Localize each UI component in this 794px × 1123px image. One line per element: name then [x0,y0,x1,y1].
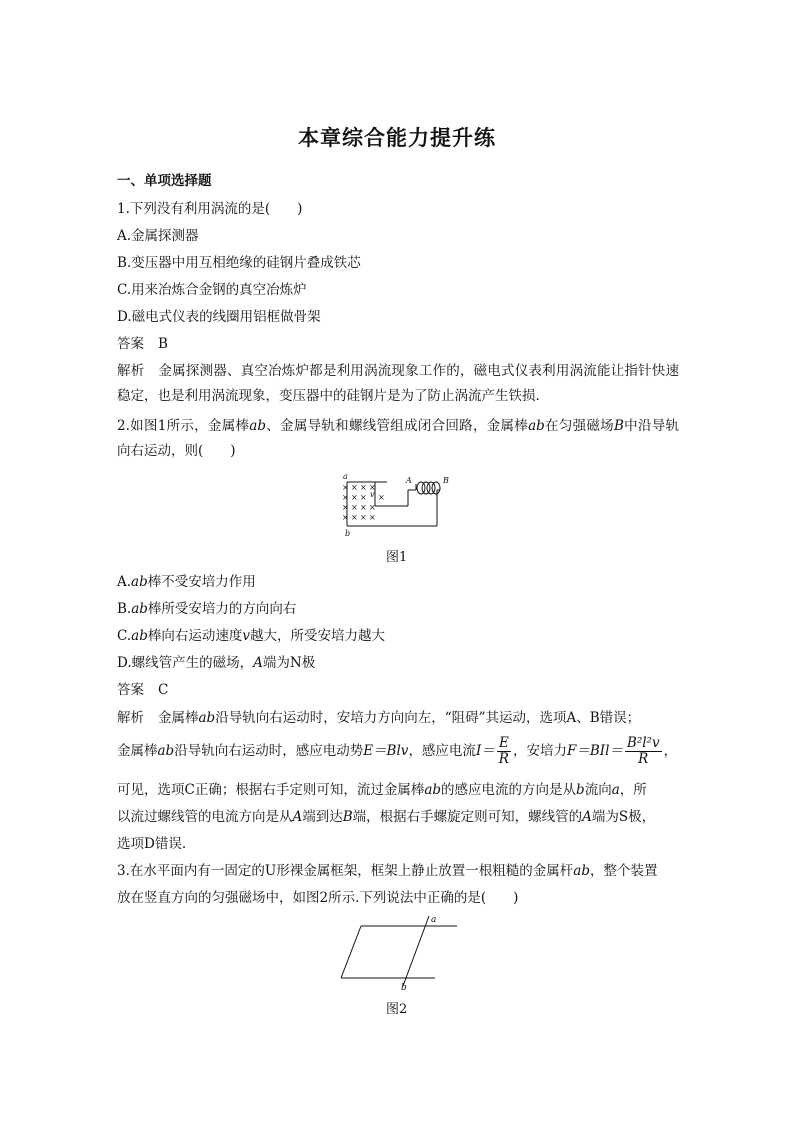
q1-option-a: A.金属探测器 [117,228,199,244]
svg-text:×: × [351,493,358,502]
answer-value: B [158,336,168,352]
label-A: A [406,476,412,485]
analysis-label: 解析 [117,363,145,379]
q2-analysis-line2: 金属棒ab沿导轨向右运动时，感应电动势E＝Blv，感应电流I＝ $\frac{E}{R}$ ，安培力F＝BIl＝ $\frac{\text{B²l²v}}{R}$ ， [117,735,678,767]
frame-left-side [341,926,361,978]
answer-label: 答案 [117,336,144,352]
q3-stem-line2: 放在竖直方向的匀强磁场中，如图2所示.下列说法中正确的是( ) [117,890,519,906]
svg-text:×: × [378,493,385,502]
q3-stem-line1: 3.在水平面内有一固定的U形裸金属框架，框架上静止放置一根粗糙的金属杆ab，整个装置 [117,863,658,879]
label-a: a [343,472,348,481]
svg-text:×: × [360,503,367,512]
q2-option-d: D.螺线管产生的磁场，A端为N极 [117,655,316,671]
figure-2-caption: 图2 [386,1002,408,1017]
figure-1-caption: 图1 [386,550,408,565]
q2-stem: 2.如图1所示，金属棒ab、金属导轨和螺线管组成闭合回路，金属棒ab在匀强磁场B中沿导轨向右运动，则( ) [117,418,680,459]
figure-1-circuit [330,470,460,540]
svg-text:×: × [351,513,358,522]
svg-text:×: × [351,483,358,492]
svg-text:×: × [360,513,367,522]
q2-analysis-line3: 可见，选项C正确；根据右手定则可知，流过金属棒ab的感应电流的方向是从b流向a，所 [117,782,647,798]
q1-option-c: C.用来冶炼合金钢的真空冶炼炉 [117,282,307,298]
magnetic-field-crosses [342,483,385,522]
q2-analysis-line5: 选项D错误. [117,836,187,852]
page-title: 本章综合能力提升练 [298,125,496,150]
q1-option-d: D.磁电式仪表的线圈用铝框做骨架 [117,309,321,325]
svg-text:×: × [369,483,376,492]
svg-text:×: × [360,493,367,502]
fraction-E-over-R: $\frac{E}{R}$ [498,735,509,767]
q1-stem: 1.下列没有利用涡流的是( ) [117,201,303,217]
section-heading: 一、单项选择题 [117,173,212,189]
q2-analysis-line1: 解析 金属棒ab沿导轨向右运动时，安培力方向向左，“阻碍”其运动，选项A、B错误； [117,710,641,726]
svg-text:×: × [360,483,367,492]
label-v: v [370,490,375,499]
q1-option-b: B.变压器中用互相绝缘的硅钢片叠成铁芯 [117,255,361,271]
analysis-text: 金属探测器、真空冶炼炉都是利用涡流现象工作的，磁电式仪表利用涡流能让指针快速稳定，也是利用涡流现象，变压器中的硅钢片是为了防止涡流产生铁损. [117,363,680,404]
fig2-label-b: b [401,983,407,992]
svg-text:×: × [342,503,349,512]
q2-option-c: C.ab棒向右运动速度v越大，所受安培力越大 [117,628,385,644]
solenoid-coil [417,482,425,494]
q1-analysis [117,359,679,409]
q1-answer [117,335,168,353]
q2-answer: 答案 C [117,682,169,698]
label-b: b [345,529,351,538]
svg-text:×: × [369,503,376,512]
q2-analysis-line4: 以流过螺线管的电流方向是从A端到达B端，根据右手螺旋定则可知，螺线管的A端为S极， [117,809,656,825]
svg-text:×: × [342,513,349,522]
q2-option-b: B.ab棒所受安培力的方向向右 [117,601,297,617]
fig2-label-a: a [431,915,437,925]
q2-option-a: A.ab棒不受安培力作用 [117,574,256,590]
figure-2-u-frame [335,912,465,992]
svg-text:×: × [369,513,376,522]
svg-text:×: × [342,483,349,492]
svg-text:×: × [351,503,358,512]
label-B: B [443,476,449,485]
svg-text:×: × [342,493,349,502]
fraction-force: $\frac{\text{B²l²v}}{R}$ [626,735,660,767]
